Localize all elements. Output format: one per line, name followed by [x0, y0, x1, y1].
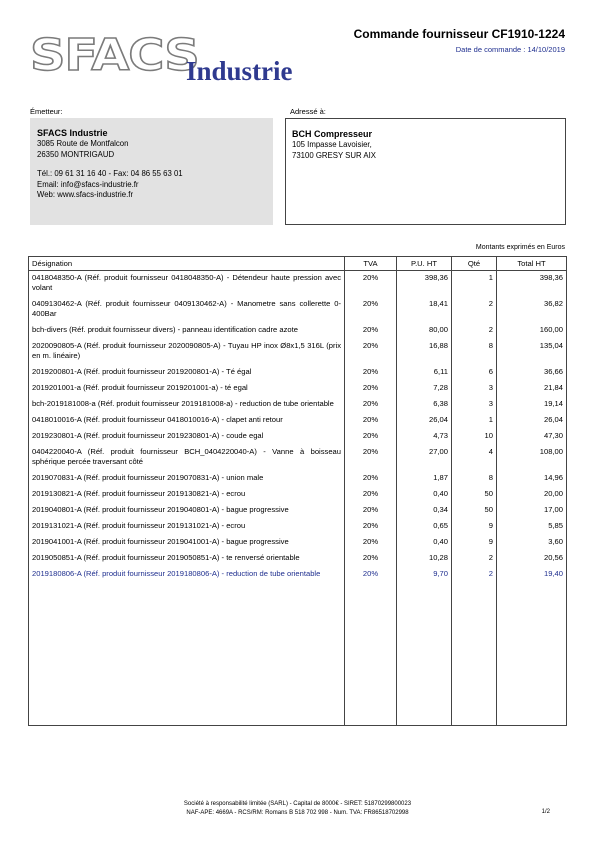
emitter-email: Email: info@sfacs-industrie.fr	[37, 179, 139, 189]
cell-total: 135,04	[497, 339, 567, 365]
recipient-box	[285, 118, 566, 225]
table-row	[29, 567, 567, 583]
cell-total: 14,96	[497, 471, 567, 487]
cell-quantity: 3	[452, 381, 497, 397]
cell-quantity: 6	[452, 365, 497, 381]
cell-tva: 20%	[345, 567, 397, 583]
cell-tva: 20%	[345, 551, 397, 567]
cell-quantity: 50	[452, 503, 497, 519]
cell-quantity: 50	[452, 487, 497, 503]
emitter-name: SFACS Industrie	[37, 128, 108, 138]
order-date: Date de commande : 14/10/2019	[455, 45, 565, 54]
footer-line1: Société à responsabilité limitée (SARL) - Capital de 8000€ - SIRET: 51870299800023	[183, 801, 412, 807]
cell-quantity: 4	[452, 445, 497, 471]
table-row	[29, 397, 567, 413]
recipient-address-line1: 105 Impasse Lavoisier,	[292, 140, 372, 149]
cell-total: 17,00	[497, 503, 567, 519]
header-tva: TVA	[345, 257, 397, 271]
cell-tva: 20%	[345, 297, 397, 323]
cell-total: 398,36	[497, 271, 567, 298]
cell-tva: 20%	[345, 397, 397, 413]
header-unit-price: P.U. HT	[397, 257, 452, 271]
cell-total: 36,82	[497, 297, 567, 323]
cell-designation: 2019180806-A (Réf. produit fournisseur 2019180806-A) - reduction de tube orientable	[29, 567, 345, 583]
cell-unit-price: 0,40	[397, 535, 452, 551]
cell-tva: 20%	[345, 381, 397, 397]
cell-unit-price: 0,65	[397, 519, 452, 535]
cell-tva: 20%	[345, 271, 397, 298]
cell-quantity: 8	[452, 471, 497, 487]
cell-designation: 2019131021-A (Réf. produit fournisseur 2019131021-A) - ecrou	[29, 519, 345, 535]
cell-designation: 2019040801-A (Réf. produit fournisseur 2019040801-A) - bague progressive	[29, 503, 345, 519]
cell-quantity: 9	[452, 535, 497, 551]
cell-total: 160,00	[497, 323, 567, 339]
recipient-address-line2: 73100 GRESY SUR AIX	[292, 150, 376, 160]
recipient-label: Adressé à:	[290, 107, 326, 116]
table-row	[29, 365, 567, 381]
cell-designation: 2019130821-A (Réf. produit fournisseur 2019130821-A) - ecrou	[29, 487, 345, 503]
cell-total: 47,30	[497, 429, 567, 445]
cell-unit-price: 9,70	[397, 567, 452, 583]
cell-unit-price: 27,00	[397, 445, 452, 471]
cell-designation: 0409130462-A (Réf. produit fournisseur 0409130462-A) - Manometre sans collerette 0-400Bar	[29, 297, 345, 323]
table-row	[29, 503, 567, 519]
table-row	[29, 339, 567, 365]
cell-quantity: 2	[452, 297, 497, 323]
logo-mark: SFACS	[30, 30, 199, 81]
table-row	[29, 519, 567, 535]
cell-quantity: 3	[452, 397, 497, 413]
legal-footer	[0, 800, 595, 818]
cell-designation: bch-2019181008-a (Réf. produit fournisseur 2019181008-a) - reduction de tube orientable	[29, 397, 345, 413]
cell-total: 26,04	[497, 413, 567, 429]
cell-quantity: 8	[452, 339, 497, 365]
cell-quantity: 10	[452, 429, 497, 445]
table-row	[29, 297, 567, 323]
currency-note: Montants exprimés en Euros	[475, 244, 565, 251]
cell-designation: 0418010016-A (Réf. produit fournisseur 0418010016-A) - clapet anti retour	[29, 413, 345, 429]
cell-unit-price: 398,36	[397, 271, 452, 298]
cell-designation: 2019050851-A (Réf. produit fournisseur 2019050851-A) - te renversé orientable	[29, 551, 345, 567]
cell-designation: 2019200801-A (Réf. produit fournisseur 2019200801-A) - Té égal	[29, 365, 345, 381]
cell-designation: bch-divers (Réf. produit fournisseur divers) - panneau identification cadre azote	[29, 323, 345, 339]
emitter-label: Émetteur:	[30, 107, 63, 116]
cell-total: 20,00	[497, 487, 567, 503]
cell-quantity: 2	[452, 551, 497, 567]
cell-tva: 20%	[345, 413, 397, 429]
table-row	[29, 487, 567, 503]
cell-designation: 2020090805-A (Réf. produit fournisseur 2020090805-A) - Tuyau HP inox Ø8x1,5 316L (prix en m. linéaire)	[29, 339, 345, 365]
cell-unit-price: 18,41	[397, 297, 452, 323]
table-header-row	[29, 257, 567, 271]
page-number: 1/2	[541, 809, 550, 815]
table-row	[29, 551, 567, 567]
cell-designation: 2019230801-A (Réf. produit fournisseur 2019230801-A) - coude egal	[29, 429, 345, 445]
cell-total: 36,66	[497, 365, 567, 381]
document-title: Commande fournisseur CF1910-1224	[353, 27, 565, 41]
cell-unit-price: 10,28	[397, 551, 452, 567]
table-row	[29, 445, 567, 471]
cell-designation: 0404220040-A (Réf. produit fournisseur BCH_0404220040-A) - Vanne à boisseau sphérique percée traversant côté	[29, 445, 345, 471]
cell-tva: 20%	[345, 487, 397, 503]
company-logo	[30, 30, 320, 90]
cell-unit-price: 1,87	[397, 471, 452, 487]
cell-designation: 2019201001-a (Réf. produit fournisseur 2019201001-a) - té egal	[29, 381, 345, 397]
cell-designation: 2019041001-A (Réf. produit fournisseur 2019041001-A) - bague progressive	[29, 535, 345, 551]
emitter-box	[30, 118, 273, 225]
cell-unit-price: 6,11	[397, 365, 452, 381]
emitter-address-line1: 3085 Route de Montfalcon	[37, 139, 129, 148]
logo-subtitle: Industrie	[186, 56, 293, 86]
cell-tva: 20%	[345, 471, 397, 487]
table-row	[29, 271, 567, 298]
cell-tva: 20%	[345, 519, 397, 535]
cell-unit-price: 0,40	[397, 487, 452, 503]
order-lines-table	[28, 256, 567, 726]
cell-quantity: 9	[452, 519, 497, 535]
cell-tva: 20%	[345, 503, 397, 519]
cell-unit-price: 7,28	[397, 381, 452, 397]
cell-tva: 20%	[345, 429, 397, 445]
cell-tva: 20%	[345, 445, 397, 471]
cell-total: 108,00	[497, 445, 567, 471]
table-empty-space	[29, 583, 567, 726]
cell-total: 21,84	[497, 381, 567, 397]
cell-designation: 0418048350-A (Réf. produit fournisseur 0418048350-A) - Détendeur haute pression avec volant	[29, 271, 345, 298]
cell-unit-price: 26,04	[397, 413, 452, 429]
cell-total: 20,56	[497, 551, 567, 567]
cell-unit-price: 80,00	[397, 323, 452, 339]
table-row	[29, 471, 567, 487]
cell-unit-price: 6,38	[397, 397, 452, 413]
emitter-address-line2: 26350 MONTRIGAUD	[37, 149, 115, 159]
cell-unit-price: 16,88	[397, 339, 452, 365]
cell-unit-price: 4,73	[397, 429, 452, 445]
header-quantity: Qté	[452, 257, 497, 271]
cell-quantity: 1	[452, 413, 497, 429]
cell-total: 3,60	[497, 535, 567, 551]
table-row	[29, 413, 567, 429]
cell-total: 19,40	[497, 567, 567, 583]
cell-unit-price: 0,34	[397, 503, 452, 519]
recipient-name: BCH Compresseur	[292, 129, 373, 139]
cell-designation: 2019070831-A (Réf. produit fournisseur 2019070831-A) - union male	[29, 471, 345, 487]
cell-tva: 20%	[345, 323, 397, 339]
table-row	[29, 323, 567, 339]
cell-quantity: 2	[452, 567, 497, 583]
emitter-phone: Tél.: 09 61 31 16 40 - Fax: 04 86 55 63 01	[37, 169, 183, 178]
table-row	[29, 535, 567, 551]
cell-quantity: 2	[452, 323, 497, 339]
cell-quantity: 1	[452, 271, 497, 298]
table-row	[29, 381, 567, 397]
table-row	[29, 429, 567, 445]
footer-line2: NAF-APE: 4669A - RCS/RM: Romans B 518 702 998 - Num. TVA: FR86518702998	[186, 810, 409, 816]
header-total: Total HT	[497, 257, 567, 271]
emitter-web: Web: www.sfacs-industrie.fr	[37, 190, 134, 199]
cell-tva: 20%	[345, 535, 397, 551]
cell-total: 19,14	[497, 397, 567, 413]
header-designation: Désignation	[29, 257, 345, 271]
cell-tva: 20%	[345, 339, 397, 365]
cell-tva: 20%	[345, 365, 397, 381]
cell-total: 5,85	[497, 519, 567, 535]
